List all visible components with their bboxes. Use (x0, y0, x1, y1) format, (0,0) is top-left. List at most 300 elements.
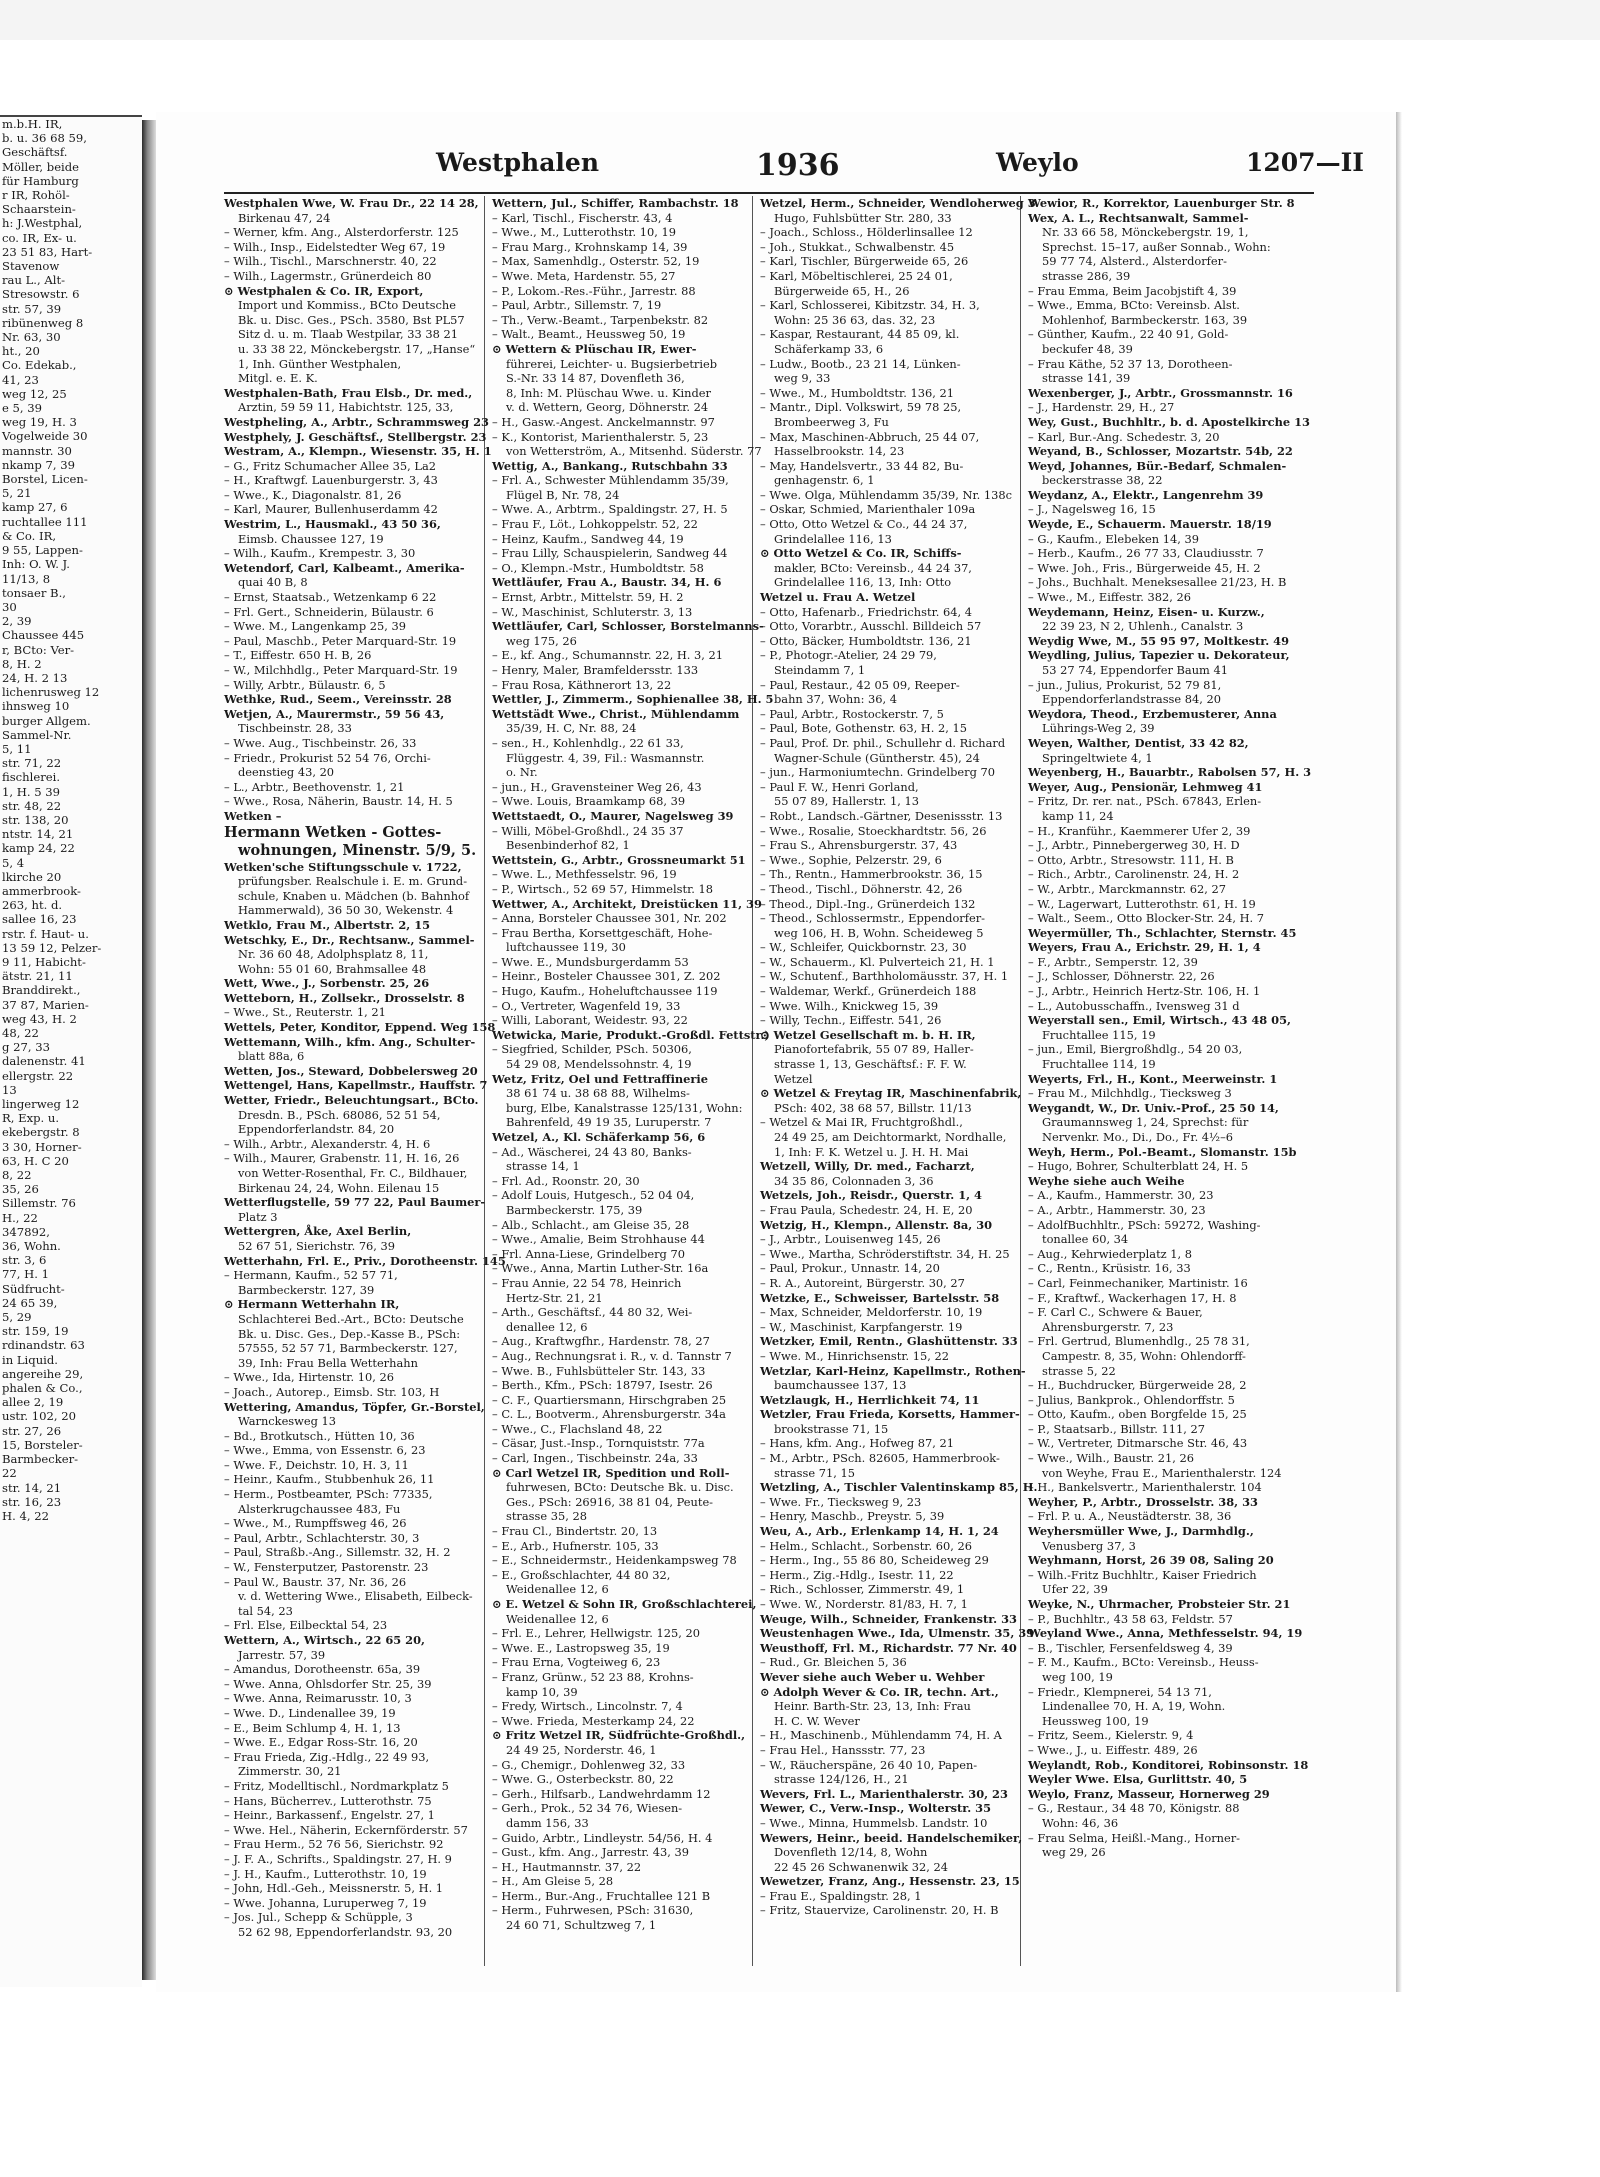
directory-entry: Campestr. 8, 35, Wohn: Ohlendorff- (1042, 1348, 1246, 1363)
directory-entry: Wetzlaugk, H., Herrlichkeit 74, 11 (760, 1392, 980, 1407)
directory-entry: – Rich., Arbtr., Carolinenstr. 24, H. 2 (1028, 867, 1240, 882)
directory-entry: – Karl, Maurer, Bullenhuserdamm 42 (224, 502, 438, 517)
directory-entry: – Wwe. A., Arbtrm., Spaldingstr. 27, H. 5 (492, 502, 728, 517)
directory-entry: – Herb., Kaufm., 26 77 33, Claudiusstr. 7 (1028, 546, 1264, 561)
directory-entry: damm 156, 33 (506, 1815, 589, 1830)
directory-entry: – Kaspar, Restaurant, 44 85 09, kl. (760, 327, 960, 342)
directory-entry: – H., Hautmannstr. 37, 22 (492, 1859, 642, 1874)
directory-entry: – Fritz, Seem., Kielerstr. 9, 4 (1028, 1728, 1194, 1743)
directory-entry: – Aug., Rechnungsrat i. R., v. d. Tannstr 7 (492, 1348, 732, 1363)
fragment-line: burger Allgem. (2, 713, 91, 728)
directory-entry: – Wwe., M., Rumpffsweg 46, 26 (224, 1516, 407, 1531)
directory-entry: – Wwe., Martha, Schröderstiftstr. 34, H. 25 (760, 1246, 1010, 1261)
directory-entry: – Henry, Maler, Bramfeldersstr. 133 (492, 663, 699, 677)
fragment-line: mannstr. 30 (2, 443, 72, 458)
directory-entry: – Willi, Laborant, Weidestr. 93, 22 (492, 1013, 688, 1028)
directory-column-3 (760, 196, 1038, 1966)
directory-entry: 52 67 51, Sierichstr. 76, 39 (238, 1238, 396, 1253)
directory-entry: Wetzler, Frau Frieda, Korsetts, Hammer- (760, 1407, 1020, 1422)
directory-entry: beckufer 48, 39 (1042, 341, 1133, 356)
directory-entry: von Wetterström, A., Mitsenhd. Süderstr. 77 (506, 444, 762, 459)
directory-entry: – W., Lagerwart, Lutterothstr. 61, H. 19 (1028, 896, 1256, 911)
directory-entry: – Julius, Bankprok., Ohlendorffstr. 5 (1028, 1392, 1235, 1407)
page-number: 1207—II (1246, 148, 1364, 177)
directory-entry: – Paul F. W., Henri Gorland, (760, 779, 919, 794)
directory-entry: – Joach., Schloss., Hölderlinsallee 12 (760, 225, 973, 240)
fragment-line: Stresowstr. 6 (2, 287, 80, 302)
directory-entry: strasse 5, 22 (1042, 1363, 1116, 1378)
directory-entry: Wetzig, H., Klempn., Allenstr. 8a, 30 (760, 1217, 993, 1232)
directory-entry: – Frau Paula, Schedestr. 24, H. E, 20 (760, 1202, 973, 1217)
directory-entry: – Wwe. Frieda, Mesterkamp 24, 22 (492, 1713, 695, 1728)
directory-entry: – Wwe. Anna, Reimarusstr. 10, 3 (224, 1691, 412, 1706)
directory-entry: Barmbeckerstr. 175, 39 (506, 1202, 643, 1217)
directory-entry: Besenbinderhof 82, 1 (506, 838, 630, 853)
directory-entry: – F. Carl C., Schwere & Bauer, (1028, 1305, 1203, 1320)
directory-entry: – Karl, Möbeltischlerei, 25 24 01, (760, 268, 953, 283)
directory-entry: v. d. Wettern, Georg, Döhnerstr. 24 (506, 400, 709, 415)
directory-entry: 22 45 26 Schwanenwik 32, 24 (774, 1859, 948, 1874)
directory-entry: – Rich., Schlosser, Zimmerstr. 49, 1 (760, 1582, 965, 1597)
directory-entry: – Heinz, Kaufm., Sandweg 44, 19 (492, 531, 684, 546)
directory-entry: Wohn: 46, 36 (1042, 1815, 1119, 1830)
directory-entry: 24 49 25, Norderstr. 46, 1 (506, 1742, 657, 1757)
fragment-line: ruchtallee 111 (2, 514, 88, 529)
fragment-line: lichenrusweg 12 (2, 685, 100, 700)
directory-entry: Fruchtallee 114, 19 (1042, 1057, 1156, 1072)
directory-entry: – Frau E., Spaldingstr. 28, 1 (760, 1888, 922, 1903)
directory-entry: Wettern, Jul., Schiffer, Rambachstr. 18 (492, 196, 739, 210)
directory-entry: Hertz-Str. 21, 21 (506, 1290, 603, 1305)
directory-entry: Wexenberger, J., Arbtr., Grossmannstr. 16 (1028, 385, 1293, 400)
fragment-line: ellergstr. 22 (2, 1068, 74, 1083)
directory-entry: Weyer, Aug., Pensionär, Lehmweg 41 (1028, 779, 1263, 794)
directory-entry: Wevers, Frl. L., Marienthalerstr. 30, 23 (760, 1786, 1008, 1801)
directory-entry: Arztin, 59 59 11, Habichtstr. 125, 33, (238, 400, 454, 415)
fragment-line: 63, H. C 20 (2, 1153, 69, 1168)
directory-entry: – Wwe., J., u. Eiffestr. 489, 26 (1028, 1742, 1198, 1757)
directory-column-4 (1028, 196, 1312, 1966)
directory-entry: strasse 141, 39 (1042, 371, 1131, 386)
directory-entry: – Wwe. Meta, Hardenstr. 55, 27 (492, 268, 676, 283)
directory-entry: – Frau Cl., Bindertstr. 20, 13 (492, 1524, 658, 1539)
directory-entry: Wewers, Heinr., beeid. Handelschemiker, (760, 1830, 1023, 1845)
directory-entry: – Johs., Buchhalt. Meneksesallee 21/23, H. B (1028, 575, 1287, 590)
directory-entry: – Otto, Arbtr., Stresowstr. 111, H. B (1028, 852, 1234, 867)
directory-entry: – Wwe., C., Flachsland 48, 22 (492, 1421, 663, 1436)
fragment-line: Vogelweide 30 (2, 429, 88, 444)
directory-entry: – W., Maschinist, Schluterstr. 3, 13 (492, 604, 693, 619)
fragment-line: Borstel, Licen- (2, 472, 88, 487)
directory-entry: Eimsb. Chaussee 127, 19 (238, 531, 384, 546)
directory-entry: Eppendorferlandstr. 84, 20 (238, 1122, 395, 1137)
directory-entry: Sitz d. u. m. Tlaab Westpilar, 33 38 21 (238, 327, 459, 342)
directory-entry: – Wwe. Wilh., Knickweg 15, 39 (760, 998, 939, 1013)
fragment-line: r, BCto: Ver- (2, 642, 75, 657)
directory-entry: – Wwe. Hel., Näherin, Eckernförderstr. 57 (224, 1822, 468, 1837)
directory-entry: beckerstrasse 38, 22 (1042, 473, 1163, 488)
directory-entry: Nr. 36 60 48, Adolphsplatz 8, 11, (238, 947, 429, 962)
directory-entry: ⊙ Westphalen & Co. IR, Export, (224, 283, 424, 298)
directory-entry: – G., Chemigr., Dohlenweg 32, 33 (492, 1757, 686, 1772)
directory-entry: – Frau M., Milchhdlg., Tiecksweg 3 (1028, 1086, 1232, 1101)
directory-entry: Weu, A., Arb., Erlenkamp 14, H. 1, 24 (760, 1524, 999, 1539)
directory-entry: 39, Inh: Frau Bella Wetterhahn (238, 1355, 418, 1370)
directory-entry: Weyenberg, H., Bauarbtr., Rabolsen 57, H. 3 (1028, 765, 1312, 780)
directory-entry: – Frl. Anna-Liese, Grindelberg 70 (492, 1246, 685, 1261)
directory-entry: Lindenallee 70, H. A, 19, Wohn. (1042, 1699, 1226, 1714)
directory-entry: weg 175, 26 (506, 633, 577, 648)
directory-entry: – Wwe., K., Diagonalstr. 81, 26 (224, 487, 402, 502)
fragment-line: phalen & Co., (2, 1381, 83, 1396)
directory-entry: – Frau Erna, Vogteiweg 6, 23 (492, 1655, 661, 1670)
fragment-line: 13 (2, 1082, 17, 1097)
directory-entry: Wetzels, Joh., Reisdr., Querstr. 1, 4 (760, 1188, 982, 1203)
directory-entry: Wettstaedt, O., Maurer, Nagelsweg 39 (492, 808, 734, 823)
directory-entry: – Frau Annie, 22 54 78, Heinrich (492, 1275, 682, 1290)
directory-entry: von Weyhe, Frau E., Marienthalerstr. 124 (1042, 1465, 1282, 1480)
directory-entry: – Cäsar, Just.-Insp., Tornquiststr. 77a (492, 1436, 705, 1451)
directory-entry: – H., Kraftwgf. Lauenburgerstr. 3, 43 (224, 473, 438, 488)
directory-entry: – Siegfried, Schilder, PSch. 50306, (492, 1042, 692, 1057)
directory-entry: Wetwicka, Marie, Produkt.-Großdl. Fettstr.) (492, 1027, 770, 1042)
directory-entry: strasse 71, 15 (774, 1465, 855, 1480)
directory-entry: Weydora, Theod., Erzbemusterer, Anna (1028, 706, 1277, 721)
directory-entry: – E., Schneidermstr., Heidenkampsweg 78 (492, 1553, 737, 1568)
header-last-entry: Weylo (996, 148, 1079, 177)
directory-entry: Wetzel, Herm., Schneider, Wendloherweg 3 (760, 196, 1036, 210)
directory-entry: Wetten, Jos., Steward, Dobbelersweg 20 (224, 1063, 478, 1078)
directory-entry: 1, Inh. Günther Westphalen, (238, 356, 402, 371)
directory-entry: Mitgl. e. E. K. (238, 371, 318, 386)
directory-entry: – W., Schutenf., Barthholomäusstr. 37, H. 1 (760, 969, 1009, 984)
directory-entry: Wetteborn, H., Zollsekr., Drosselstr. 8 (224, 990, 465, 1005)
directory-entry: Jarrestr. 57, 39 (238, 1647, 326, 1662)
directory-entry: ⊙ Otto Wetzel & Co. IR, Schiffs- (760, 546, 962, 561)
directory-entry: – P., Lokom.-Res.-Führ., Jarrestr. 88 (492, 283, 696, 298)
directory-entry: Westphely, J. Geschäftsf., Stellbergstr. 23 (224, 429, 487, 444)
directory-entry: – G., Kaufm., Elebeken 14, 39 (1028, 531, 1199, 546)
directory-entry: – Ad., Wäscherei, 24 43 80, Banks- (492, 1144, 692, 1159)
directory-entry: – Walt., Seem., Otto Blocker-Str. 24, H. 7 (1028, 911, 1264, 926)
directory-entry: o. Nr. (506, 765, 538, 780)
directory-entry: Nervenkr. Mo., Di., Do., Fr. 4½–6 (1042, 1130, 1234, 1144)
directory-entry: – Heinr., Barkassenf., Engelstr. 27, 1 (224, 1808, 435, 1823)
fragment-line: fischlerei. (2, 770, 61, 785)
directory-entry: Springeltwiete 4, 1 (1042, 750, 1153, 765)
directory-entry: – Ernst, Arbtr., Mittelstr. 59, H. 2 (492, 590, 684, 605)
directory-entry: Wettstein, G., Arbtr., Grossneumarkt 51 (492, 852, 746, 867)
fragment-line: b. u. 36 68 59, (2, 131, 87, 146)
directory-entry: – Werner, kfm. Ang., Alsterdorferstr. 125 (224, 225, 459, 240)
directory-entry: 24 60 71, Schultzweg 7, 1 (506, 1918, 657, 1933)
directory-entry: – Herm., Bur.-Ang., Fruchtallee 121 B (492, 1888, 711, 1903)
directory-entry: – Jos. Jul., Schepp & Schüpple, 3 (224, 1910, 413, 1925)
fragment-line: h: J.Westphal, (2, 216, 83, 231)
fragment-line: str. 48, 22 (2, 798, 62, 813)
directory-entry: makler, BCto: Vereinsb., 44 24 37, (774, 560, 972, 575)
fragment-line: Südfrucht- (2, 1281, 65, 1296)
fragment-line: tonsaer B., (2, 585, 66, 600)
directory-entry: H. C. W. Wever (774, 1713, 860, 1728)
directory-entry: – W., Fensterputzer, Pastorenstr. 23 (224, 1560, 429, 1575)
directory-entry: Wettig, A., Bankang., Rutschbahn 33 (492, 458, 728, 473)
directory-entry: – C., Rentn., Krüsistr. 16, 33 (1028, 1261, 1191, 1276)
directory-entry: – Hermann, Kaufm., 52 57 71, (224, 1268, 398, 1283)
directory-entry: – Wwe. Aug., Tischbeinstr. 26, 33 (224, 735, 417, 750)
directory-entry: – W., Maschinist, Karpfangerstr. 19 (760, 1319, 963, 1334)
directory-entry: Wettergren, Åke, Axel Berlin, (224, 1224, 412, 1239)
fragment-line: H. 4, 22 (2, 1508, 49, 1523)
directory-entry: kamp 11, 24 (1042, 808, 1114, 823)
directory-entry: Weyerstall sen., Emil, Wirtsch., 43 48 05, (1028, 1013, 1291, 1028)
directory-entry: – Wwe. B., Fuhlsbütteler Str. 143, 33 (492, 1363, 706, 1378)
directory-entry: – Frau Frieda, Zig.-Hdlg., 22 49 93, (224, 1749, 430, 1764)
fragment-line: nkamp 7, 39 (2, 457, 76, 472)
directory-entry: Wever siehe auch Weber u. Wehber (760, 1669, 985, 1684)
directory-entry: – Wwe. Anna, Ohlsdorfer Str. 25, 39 (224, 1676, 432, 1691)
directory-entry: – Wilh., Arbtr., Alexanderstr. 4, H. 6 (224, 1136, 431, 1151)
directory-entry: Import und Kommiss., BCto Deutsche (238, 298, 456, 313)
directory-entry: – sen., H., Kohlenhdlg., 22 61 33, (492, 735, 684, 750)
directory-entry: – A., Arbtr., Hammerstr. 30, 23 (1028, 1202, 1206, 1217)
directory-entry: Heussweg 100, 19 (1042, 1713, 1149, 1728)
directory-entry: – Frau Lilly, Schauspielerin, Sandweg 44 (492, 546, 728, 561)
directory-entry: – F., Kraftwf., Wackerhagen 17, H. 8 (1028, 1290, 1237, 1305)
directory-entry: – Fritz, Modelltischl., Nordmarkplatz 5 (224, 1778, 449, 1793)
directory-entry: weg 100, 19 (1042, 1669, 1113, 1684)
directory-entry: – E., Arb., Hufnerstr. 105, 33 (492, 1538, 659, 1553)
directory-entry: Wohn: 55 01 60, Brahmsallee 48 (238, 961, 427, 976)
directory-entry: – Wwe. G., Osterbeckstr. 80, 22 (492, 1772, 674, 1787)
directory-entry: – Max, Samenhdlg., Osterstr. 52, 19 (492, 254, 700, 269)
directory-entry: – Th., Verw.-Beamt., Tarpenbekstr. 82 (492, 312, 709, 327)
fragment-line: g 27, 33 (2, 1040, 50, 1055)
directory-entry: bahn 37, Wohn: 36, 4 (774, 692, 898, 707)
directory-entry: Wetschky, E., Dr., Rechtsanw., Sammel- (224, 932, 475, 947)
directory-entry: – Paul, Prokur., Unnastr. 14, 20 (760, 1261, 940, 1276)
directory-entry: strasse 286, 39 (1042, 268, 1131, 283)
directory-entry: strasse 14, 1 (506, 1159, 580, 1174)
directory-entry: Wetken – (224, 808, 282, 823)
directory-entry: weg 29, 26 (1042, 1845, 1106, 1860)
directory-entry: – jun., Harmoniumtechn. Grindelberg 70 (760, 765, 996, 780)
directory-entry: – H., Maschinenb., Mühlendamm 74, H. A (760, 1728, 1002, 1743)
header-first-entry: Westphalen (436, 148, 600, 177)
directory-entry: Schäferkamp 33, 6 (774, 341, 884, 356)
directory-entry: Wetzlar, Karl-Heinz, Kapellmstr., Rothen- (760, 1363, 1026, 1378)
directory-entry: – Ernst, Staatsab., Wetzenkamp 6 22 (224, 590, 437, 605)
directory-entry: – Otto, Otto Wetzel & Co., 44 24 37, (760, 517, 968, 532)
directory-entry: Pianofortefabrik, 55 07 89, Haller- (774, 1042, 974, 1057)
fragment-line: in Liquid. (2, 1352, 58, 1367)
directory-entry: Wetzel, A., Kl. Schäferkamp 56, 6 (492, 1130, 706, 1144)
directory-entry: – Gust., kfm. Ang., Jarrestr. 43, 39 (492, 1845, 689, 1860)
directory-entry: Weidenallee 12, 6 (506, 1582, 609, 1597)
directory-entry: – Wilh., Lagermstr., Grünerdeich 80 (224, 268, 432, 283)
directory-entry: – L., Arbtr., Beethovenstr. 1, 21 (224, 779, 405, 794)
directory-entry: – Wwe., Anna, Martin Luther-Str. 16a (492, 1261, 709, 1276)
directory-entry: – Frl. A., Schwester Mühlendamm 35/39, (492, 473, 729, 488)
fragment-line: ihnsweg 10 (2, 699, 70, 714)
fragment-line: Co. Edekab., (2, 358, 77, 373)
directory-entry: 34 35 86, Colonnaden 3, 36 (774, 1173, 934, 1188)
fragment-line: str. 159, 19 (2, 1324, 69, 1339)
fragment-line: für Hamburg (2, 173, 79, 188)
directory-entry: – Wwe. L., Methfesselstr. 96, 19 (492, 867, 677, 882)
directory-entry: – C. F., Quartiersmann, Hirschgraben 25 (492, 1392, 727, 1407)
directory-entry: – W., Milchhdlg., Peter Marquard-Str. 19 (224, 663, 458, 677)
fragment-line: Branddirekt., (2, 983, 81, 998)
directory-entry: ⊙ Wettern & Plüschau IR, Ewer- (492, 341, 697, 356)
directory-entry: weg 9, 33 (774, 371, 831, 386)
directory-entry: – Robt., Landsch.-Gärtner, Desenissstr. 13 (760, 808, 1003, 823)
directory-entry: v. d. Wettering Wwe., Elisabeth, Eilbeck- (238, 1589, 473, 1604)
directory-entry: – Frau F., Löt., Lohkoppelstr. 52, 22 (492, 517, 698, 532)
directory-entry: – R. A., Autoreint, Bürgerstr. 30, 27 (760, 1275, 965, 1290)
directory-entry: Bürgerweide 65, H., 26 (774, 283, 910, 298)
directory-entry: – Wwe., Rosalie, Stoeckhardtstr. 56, 26 (760, 823, 987, 838)
directory-entry: – Walt., Beamt., Heussweg 50, 19 (492, 327, 686, 342)
directory-entry: – Frau Emma, Beim Jacobjstift 4, 39 (1028, 283, 1237, 298)
directory-entry: Bahrenfeld, 49 19 35, Luruperstr. 7 (506, 1115, 712, 1130)
fragment-line: sallee 16, 23 (2, 912, 77, 927)
fragment-line: & Co. IR, (2, 528, 57, 543)
directory-entry: Weylandt, Rob., Konditorei, Robinsonstr. 18 (1028, 1757, 1309, 1772)
directory-entry: Weustenhagen Wwe., Ida, Ulmenstr. 35, 39 (760, 1626, 1035, 1641)
directory-entry: Wagner-Schule (Güntherstr. 45), 24 (774, 750, 980, 765)
page-header (156, 148, 1396, 188)
directory-entry: – Wwe., Minna, Hummelsb. Landstr. 10 (760, 1815, 988, 1830)
directory-entry: – Friedr., Klempnerei, 54 13 71, (1028, 1684, 1212, 1699)
directory-entry: – Wwe. D., Lindenallee 39, 19 (224, 1705, 396, 1720)
directory-entry: – A., Kaufm., Hammerstr. 30, 23 (1028, 1188, 1214, 1203)
scan-margin-top (0, 0, 1600, 40)
directory-entry: – Willy, Arbtr., Bülaustr. 6, 5 (224, 677, 386, 692)
directory-entry: – Wwe. Louis, Braamkamp 68, 39 (492, 794, 686, 809)
directory-entry: – Franz, Grünw., 52 23 88, Krohns- (492, 1669, 694, 1684)
directory-entry: – Gerh., Prok., 52 34 76, Wiesen- (492, 1801, 683, 1816)
fragment-line: 347892, (2, 1224, 50, 1239)
directory-entry: Ahrensburgerstr. 7, 23 (1042, 1319, 1174, 1334)
directory-entry: Wewer, C., Verw.-Insp., Wolterstr. 35 (760, 1801, 992, 1816)
fragment-line: Sillemstr. 76 (2, 1196, 76, 1211)
directory-entry: – E., Beim Schlump 4, H. 1, 13 (224, 1720, 401, 1735)
directory-entry: – K., Kontorist, Marienthalerstr. 5, 23 (492, 429, 709, 444)
directory-entry: – Arth., Geschäftsf., 44 80 32, Wei- (492, 1305, 693, 1320)
fragment-line: ätstr. 21, 11 (2, 969, 73, 984)
directory-entry: baumchaussee 137, 13 (774, 1378, 907, 1393)
directory-entry: Barmbeckerstr. 127, 39 (238, 1282, 375, 1297)
directory-entry: ⊙ E. Wetzel & Sohn IR, Großschlachterei, (492, 1597, 757, 1611)
directory-entry: – Frl. E., Lehrer, Hellwigstr. 125, 20 (492, 1626, 700, 1641)
directory-entry: Wethke, Rud., Seem., Vereinsstr. 28 (224, 692, 452, 707)
directory-entry: – Herm., Fuhrwesen, PSch: 31630, (492, 1903, 694, 1918)
directory-entry: – Paul, Restaur., 42 05 09, Reeper- (760, 677, 960, 692)
directory-entry: tonallee 60, 34 (1042, 1232, 1129, 1247)
facing-page-fragment (0, 115, 142, 1987)
directory-entry: Wettwer, A., Architekt, Dreistücken 11, 39 (492, 896, 762, 911)
directory-entry: Wetterflugstelle, 59 77 22, Paul Baumer- (224, 1195, 486, 1210)
directory-entry: 8, Inh: M. Plüschau Wwe. u. Kinder (506, 385, 711, 400)
directory-entry: – Wwe., M., Humboldtstr. 136, 21 (760, 385, 954, 400)
directory-entry: – Joh., Stukkat., Schwalbenstr. 45 (760, 239, 955, 254)
directory-entry: Wetzke, E., Schweisser, Bartelsstr. 58 (760, 1290, 1000, 1305)
fragment-line: str. 138, 20 (2, 812, 69, 827)
fragment-line: 37 87, Marien- (2, 997, 89, 1012)
directory-entry: Weyhmann, Horst, 26 39 08, Saling 20 (1028, 1553, 1274, 1568)
directory-entry: Wettels, Peter, Konditor, Eppend. Weg 158 (224, 1020, 496, 1035)
directory-entry: – Wwe., Rosa, Näherin, Baustr. 14, H. 5 (224, 794, 453, 809)
directory-entry: Weydanz, A., Elektr., Langenrehm 39 (1028, 487, 1264, 502)
directory-entry: – Wwe., M., Lutterothstr. 10, 19 (492, 225, 677, 240)
directory-entry: schule, Knaben u. Mädchen (b. Bahnhof (238, 888, 470, 903)
directory-entry: – G., Fritz Schumacher Allee 35, La2 (224, 458, 436, 473)
fragment-line: Nr. 63, 30 (2, 330, 61, 345)
fragment-line: Geschäftsf. (2, 145, 68, 160)
fragment-line: Sammel-Nr. (2, 727, 72, 742)
directory-entry: – H., Buchdrucker, Bürgerweide 28, 2 (1028, 1378, 1247, 1393)
directory-entry: wohnungen, Minenstr. 5/9, 5. (238, 841, 477, 859)
directory-entry: – W., Schleifer, Quickbornstr. 23, 30 (760, 940, 967, 955)
directory-entry: – May, Handelsvertr., 33 44 82, Bu- (760, 458, 964, 473)
directory-entry: Wetklo, Frau M., Albertstr. 2, 15 (224, 917, 431, 932)
directory-entry: – Amandus, Dorotheenstr. 65a, 39 (224, 1662, 421, 1677)
fragment-line: 263, ht. d. (2, 898, 63, 913)
directory-entry: – Waldemar, Werkf., Grünerdeich 188 (760, 984, 977, 999)
directory-entry: – Adolf Louis, Hutgesch., 52 04 04, (492, 1188, 695, 1203)
directory-entry: Weyhe siehe auch Weihe (1028, 1173, 1185, 1188)
directory-entry: – H., Am Gleise 5, 28 (492, 1874, 614, 1889)
directory-entry: – J., Arbtr., Louisenweg 145, 26 (760, 1232, 941, 1247)
directory-entry: – Theod., Dipl.-Ing., Grünerdeich 132 (760, 896, 976, 911)
directory-entry: – Friedr., Prokurist 52 54 76, Orchi- (224, 750, 431, 765)
directory-entry: – Frl. Else, Eilbecktal 54, 23 (224, 1618, 388, 1633)
directory-entry: Bk. u. Disc. Ges., PSch. 3580, Bst PL57 (238, 312, 465, 327)
directory-entry: Weydling, Julius, Tapezier u. Dekorateur, (1028, 648, 1290, 663)
directory-entry: – Hugo, Kaufm., Hoheluftchaussee 119 (492, 984, 718, 999)
directory-entry: Weyland Wwe., Anna, Methfesselstr. 94, 19 (1028, 1626, 1303, 1641)
directory-entry: – Frl. Gertrud, Blumenhdlg., 25 78 31, (1028, 1334, 1250, 1349)
directory-entry: – Wwe., M., Eiffestr. 382, 26 (1028, 590, 1192, 605)
directory-entry: Wett, Wwe., J., Sorbenstr. 25, 26 (224, 976, 430, 991)
fragment-line: lingerweg 12 (2, 1097, 80, 1112)
directory-entry: – Bd., Brotkutsch., Hütten 10, 36 (224, 1428, 415, 1443)
directory-entry: Weusthoff, Frl. M., Richardstr. 77 Nr. 40 (760, 1640, 1017, 1655)
directory-entry: 24 49 25, am Deichtormarkt, Nordhalle, (774, 1130, 1007, 1144)
fragment-line: ekebergstr. 8 (2, 1125, 80, 1140)
directory-entry: Weuge, Wilh., Schneider, Frankenstr. 33 (760, 1611, 1017, 1626)
directory-entry: – Th., Rentn., Hammerbrookstr. 36, 15 (760, 867, 983, 882)
directory-entry: – Karl, Bur.-Ang. Schedestr. 3, 20 (1028, 429, 1220, 444)
directory-entry: Wetjen, A., Maurermstr., 59 56 43, (224, 706, 445, 721)
fragment-line: str. 3, 6 (2, 1253, 47, 1268)
directory-entry: Weyde, E., Schauerm. Mauerstr. 18/19 (1028, 517, 1272, 532)
directory-entry: – J. F. A., Schrifts., Spaldingstr. 27, H. 9 (224, 1851, 452, 1866)
directory-entry: von Wetter-Rosenthal, Fr. C., Bildhauer, (238, 1166, 468, 1180)
directory-entry: – Oskar, Schmied, Marienthaler 109a (760, 502, 976, 517)
directory-entry: – Karl, Tischler, Bürgerweide 65, 26 (760, 254, 969, 269)
directory-entry: – Wwe. M., Langenkamp 25, 39 (224, 619, 406, 634)
directory-entry: Weylo, Franz, Masseur, Hornerweg 29 (1028, 1786, 1270, 1801)
directory-entry: – O., Klempn.-Mstr., Humboldtstr. 58 (492, 560, 704, 575)
directory-entry: kamp 10, 39 (506, 1684, 578, 1699)
directory-entry: Nr. 33 66 58, Mönckebergstr. 19, 1, (1042, 225, 1249, 240)
directory-entry: Venusberg 37, 3 (1042, 1538, 1136, 1553)
directory-entry: – Wwe. E., Edgar Ross-Str. 16, 20 (224, 1735, 418, 1750)
directory-entry: – Wilh.-Fritz Buchhltr., Kaiser Friedrich (1028, 1567, 1257, 1582)
directory-entry: – E., kf. Ang., Schumannstr. 22, H. 3, 21 (492, 648, 724, 663)
